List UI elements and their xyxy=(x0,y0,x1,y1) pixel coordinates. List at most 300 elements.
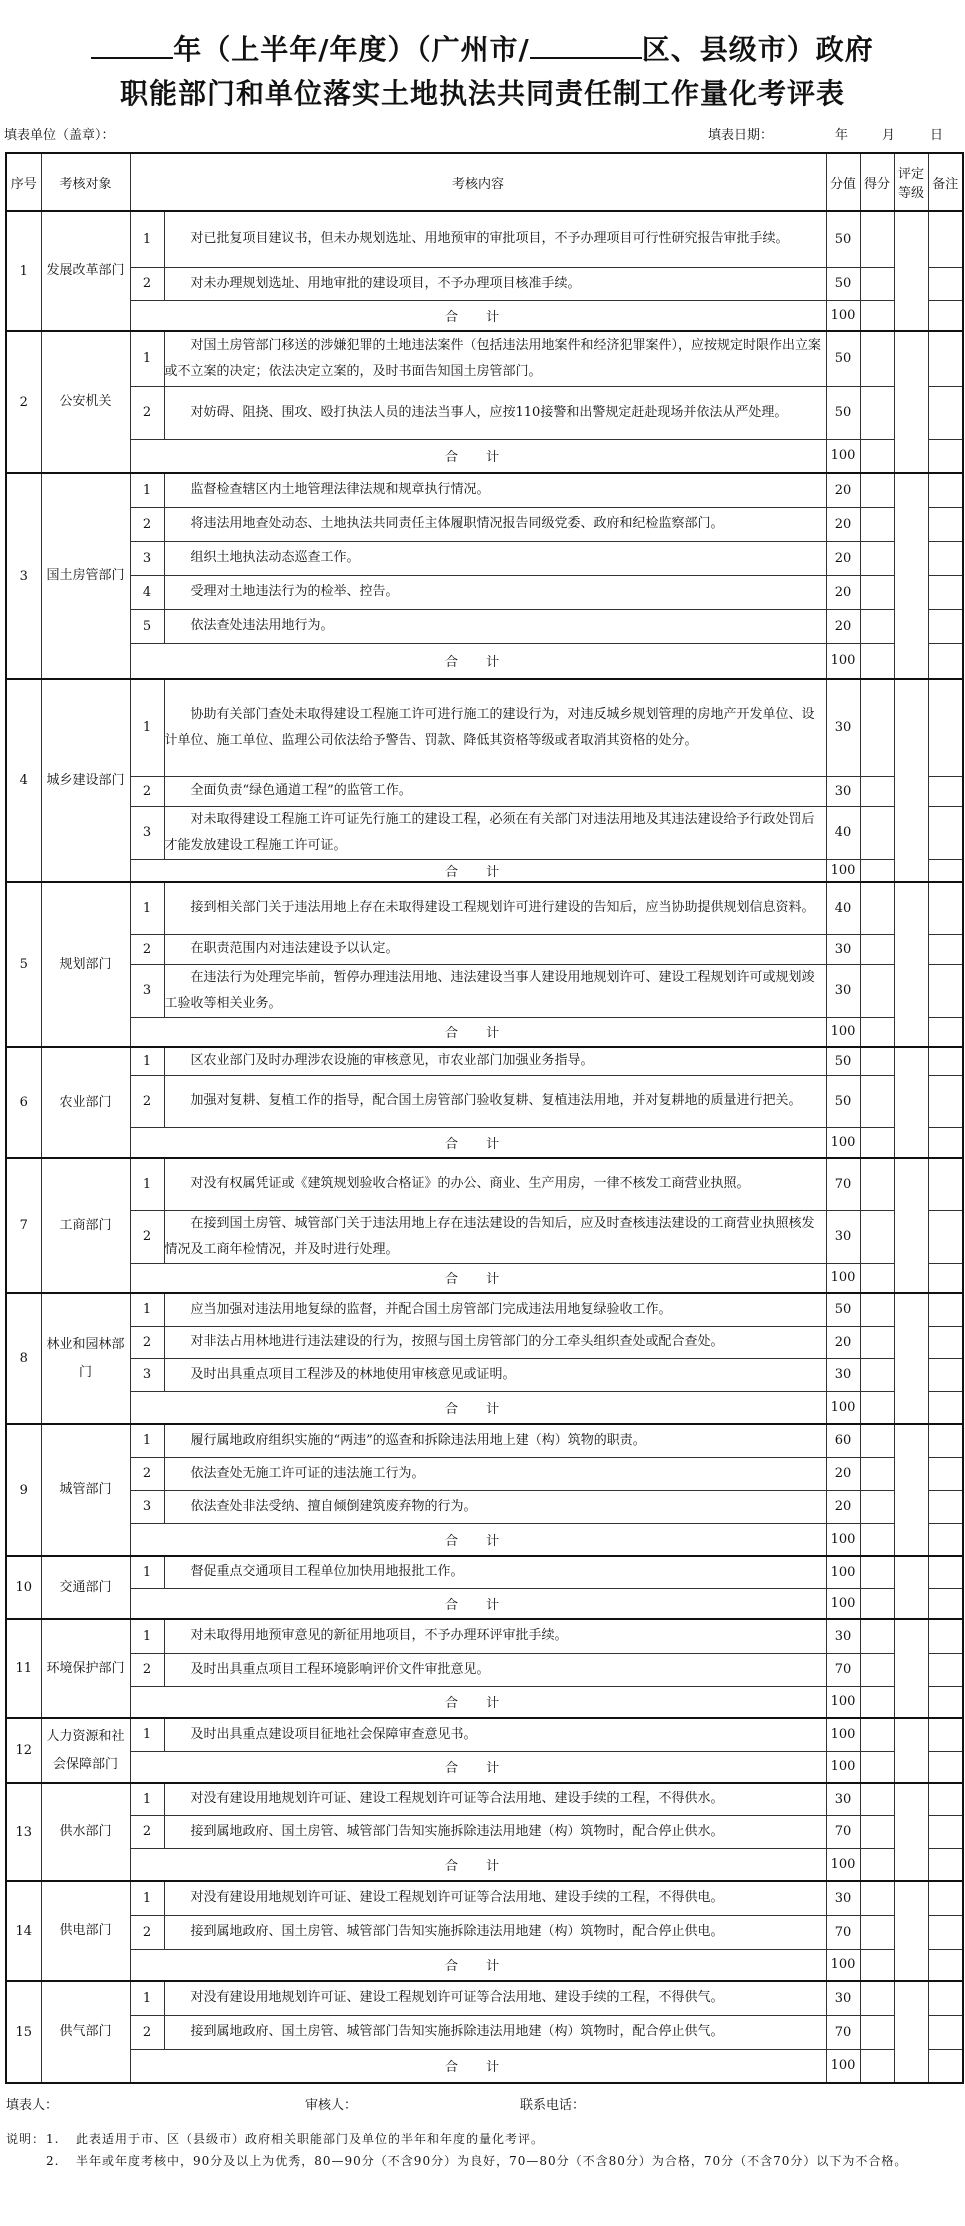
total-score: 100 xyxy=(826,1751,860,1783)
earned-score-cell[interactable] xyxy=(860,1653,894,1686)
item-text: 对非法占用林地进行违法建设的行为，按照与国土房管部门的分工牵头组织查处或配合查处。 xyxy=(190,1334,724,1349)
remark-cell[interactable] xyxy=(928,267,963,300)
remark-cell[interactable] xyxy=(928,964,963,1017)
item-score: 70 xyxy=(826,1815,860,1848)
remark-cell[interactable] xyxy=(928,679,963,776)
earned-score-cell[interactable] xyxy=(860,267,894,300)
earned-score-cell[interactable] xyxy=(860,1075,894,1127)
earned-score-cell[interactable] xyxy=(860,1326,894,1358)
total-row xyxy=(6,1391,963,1424)
earned-score-cell[interactable] xyxy=(860,1556,894,1588)
remark-cell[interactable] xyxy=(928,1047,963,1075)
col-target: 考核对象 xyxy=(41,153,130,211)
earned-score-cell[interactable] xyxy=(860,1815,894,1848)
item-text: 加强对复耕、复植工作的指导，配合国土房管部门验收复耕、复植违法用地，并对复耕地的质量进行把关。 xyxy=(190,1093,802,1108)
item-content xyxy=(164,679,826,776)
item-text: 接到属地政府、国土房管、城管部门告知实施拆除违法用地建（构）筑物时，配合停止供水。 xyxy=(190,1823,724,1839)
item-index: 3 xyxy=(130,1490,164,1523)
item-score: 30 xyxy=(826,679,860,776)
item-text: 及时出具重点项目工程环境影响评价文件审批意见。 xyxy=(190,1661,490,1677)
table-row xyxy=(6,1047,963,1075)
rating-cell[interactable] xyxy=(894,1619,928,1718)
earned-score-cell[interactable] xyxy=(860,1915,894,1949)
table-row xyxy=(6,1815,963,1848)
rating-cell[interactable] xyxy=(894,1718,928,1783)
remark-cell[interactable] xyxy=(928,1457,963,1490)
item-content xyxy=(164,1158,826,1210)
item-score: 70 xyxy=(826,2015,860,2049)
dept-name: 城管部门 xyxy=(41,1424,130,1556)
item-score: 30 xyxy=(826,1881,860,1915)
total-row xyxy=(6,439,963,473)
item-content xyxy=(164,473,826,507)
item-content xyxy=(164,2015,826,2049)
table-row xyxy=(6,1718,963,1751)
earned-total-cell[interactable] xyxy=(860,439,894,473)
total-score: 100 xyxy=(826,1523,860,1556)
item-index: 2 xyxy=(130,1210,164,1263)
earned-score-cell[interactable] xyxy=(860,211,894,267)
total-label: 合 计 xyxy=(130,1017,826,1047)
earned-score-cell[interactable] xyxy=(860,1981,894,2015)
earned-total-cell[interactable] xyxy=(860,1017,894,1047)
earned-score-cell[interactable] xyxy=(860,1210,894,1263)
earned-score-cell[interactable] xyxy=(860,541,894,575)
total-row xyxy=(6,1523,963,1556)
item-index: 1 xyxy=(130,882,164,934)
remark-cell[interactable] xyxy=(928,1326,963,1358)
earned-total-cell[interactable] xyxy=(860,1686,894,1718)
item-score: 30 xyxy=(826,1783,860,1815)
remark-cell[interactable] xyxy=(928,1210,963,1263)
col-rating: 评定等级 xyxy=(894,153,928,211)
item-text: 对没有权属凭证或《建筑规划验收合格证》的办公、商业、生产用房，一律不核发工商营业执照。 xyxy=(190,1176,750,1192)
item-score: 50 xyxy=(826,1293,860,1326)
remark-cell[interactable] xyxy=(928,439,963,473)
total-label: 合 计 xyxy=(130,300,826,331)
table-row xyxy=(6,1619,963,1653)
table-row xyxy=(6,211,963,267)
item-score: 30 xyxy=(826,934,860,964)
table-row xyxy=(6,473,963,507)
notes-label-spacer xyxy=(6,2150,46,2172)
total-score: 100 xyxy=(826,859,860,882)
table-row xyxy=(6,1075,963,1127)
table-row xyxy=(6,1881,963,1915)
item-score: 50 xyxy=(826,386,860,439)
total-label: 合 计 xyxy=(130,1523,826,1556)
item-index: 1 xyxy=(130,1619,164,1653)
dept-name: 人力资源和社会保障部门 xyxy=(41,1718,130,1783)
item-index: 2 xyxy=(130,776,164,806)
form-title-line2: 职能部门和单位落实土地执法共同责任制工作量化考评表 xyxy=(119,77,845,110)
dept-name: 供气部门 xyxy=(41,1981,130,2083)
item-score: 20 xyxy=(826,1457,860,1490)
dept-seq: 7 xyxy=(6,1158,41,1293)
dept-name: 规划部门 xyxy=(41,882,130,1047)
item-index: 1 xyxy=(130,331,164,386)
rating-cell[interactable] xyxy=(894,882,928,1047)
remark-cell[interactable] xyxy=(928,1017,963,1047)
dept-seq: 12 xyxy=(6,1718,41,1783)
item-text: 在违法行为处理完毕前，暂停办理违法用地、违法建设当事人建设用地规划许可、建设工程规划许可或规划竣工验收等相关业务。 xyxy=(164,969,815,1011)
table-row xyxy=(6,934,963,964)
table-row xyxy=(6,386,963,439)
item-score: 30 xyxy=(826,1358,860,1391)
rating-cell[interactable] xyxy=(894,211,928,331)
remark-cell[interactable] xyxy=(928,806,963,859)
table-row xyxy=(6,1457,963,1490)
item-score: 50 xyxy=(826,331,860,386)
rating-cell[interactable] xyxy=(894,1293,928,1424)
item-index: 2 xyxy=(130,1653,164,1686)
remark-cell[interactable] xyxy=(928,609,963,643)
dept-name: 林业和园林部门 xyxy=(41,1293,130,1424)
remark-cell[interactable] xyxy=(928,1686,963,1718)
table-row xyxy=(6,964,963,1017)
earned-score-cell[interactable] xyxy=(860,806,894,859)
item-score: 30 xyxy=(826,1619,860,1653)
earned-score-cell[interactable] xyxy=(860,1047,894,1075)
total-row xyxy=(6,2049,963,2083)
dept-name: 公安机关 xyxy=(41,331,130,473)
earned-total-cell[interactable] xyxy=(860,300,894,331)
item-content xyxy=(164,331,826,386)
item-index: 1 xyxy=(130,1556,164,1588)
dept-name: 环境保护部门 xyxy=(41,1619,130,1718)
item-content xyxy=(164,575,826,609)
earned-total-cell[interactable] xyxy=(860,859,894,882)
total-label: 合 计 xyxy=(130,1588,826,1619)
item-index: 2 xyxy=(130,1915,164,1949)
dept-name: 农业部门 xyxy=(41,1047,130,1158)
rating-cell[interactable] xyxy=(894,473,928,679)
total-score: 100 xyxy=(826,1686,860,1718)
filler-label: 填表人： xyxy=(6,2098,59,2113)
item-content xyxy=(164,1981,826,2015)
earned-score-cell[interactable] xyxy=(860,1158,894,1210)
total-row xyxy=(6,1263,963,1293)
total-label: 合 计 xyxy=(130,1391,826,1424)
item-content xyxy=(164,776,826,806)
rating-cell[interactable] xyxy=(894,1981,928,2083)
item-content xyxy=(164,1915,826,1949)
earned-score-cell[interactable] xyxy=(860,1881,894,1915)
title-part-1: 年（上半年/年度）（广州市/ xyxy=(173,33,530,66)
remark-cell[interactable] xyxy=(928,1653,963,1686)
item-index: 1 xyxy=(130,1981,164,2015)
item-text: 对未办理规划选址、用地审批的建设项目，不予办理项目核准手续。 xyxy=(190,275,581,291)
item-score: 50 xyxy=(826,1075,860,1127)
dept-seq: 13 xyxy=(6,1783,41,1881)
item-content xyxy=(164,386,826,439)
item-score: 50 xyxy=(826,1047,860,1075)
rating-cell[interactable] xyxy=(894,1158,928,1293)
total-score: 100 xyxy=(826,1263,860,1293)
table-row xyxy=(6,1981,963,2015)
form-title-line1 xyxy=(0,28,965,68)
remark-cell[interactable] xyxy=(928,473,963,507)
remark-cell[interactable] xyxy=(928,776,963,806)
table-row xyxy=(6,1424,963,1457)
remark-cell[interactable] xyxy=(928,1949,963,1981)
earned-score-cell[interactable] xyxy=(860,1424,894,1457)
remark-cell[interactable] xyxy=(928,1127,963,1158)
remark-cell[interactable] xyxy=(928,1424,963,1457)
table-row xyxy=(6,575,963,609)
earned-score-cell[interactable] xyxy=(860,473,894,507)
remark-cell[interactable] xyxy=(928,507,963,541)
dept-seq: 8 xyxy=(6,1293,41,1424)
remark-cell[interactable] xyxy=(928,1293,963,1326)
rating-cell[interactable] xyxy=(894,1424,928,1556)
dept-seq: 3 xyxy=(6,473,41,679)
dept-name: 城乡建设部门 xyxy=(41,679,130,882)
total-score: 100 xyxy=(826,1017,860,1047)
earned-total-cell[interactable] xyxy=(860,1848,894,1881)
item-content xyxy=(164,806,826,859)
total-score: 100 xyxy=(826,1949,860,1981)
item-content xyxy=(164,1210,826,1263)
item-index: 1 xyxy=(130,1424,164,1457)
item-index: 1 xyxy=(130,1783,164,1815)
item-index: 1 xyxy=(130,1293,164,1326)
total-label: 合 计 xyxy=(130,1686,826,1718)
item-index: 1 xyxy=(130,679,164,776)
earned-score-cell[interactable] xyxy=(860,679,894,776)
table-row xyxy=(6,1158,963,1210)
item-index: 1 xyxy=(130,473,164,507)
month-label: 月 xyxy=(882,128,896,143)
remark-cell[interactable] xyxy=(928,386,963,439)
earned-score-cell[interactable] xyxy=(860,575,894,609)
remark-cell[interactable] xyxy=(928,1915,963,1949)
earned-score-cell[interactable] xyxy=(860,507,894,541)
item-text: 组织土地执法动态巡查工作。 xyxy=(190,550,360,565)
year-blank[interactable] xyxy=(91,29,173,59)
dept-seq: 15 xyxy=(6,1981,41,2083)
table-row xyxy=(6,1293,963,1326)
remark-cell[interactable] xyxy=(928,331,963,386)
remark-cell[interactable] xyxy=(928,1783,963,1815)
earned-score-cell[interactable] xyxy=(860,776,894,806)
earned-total-cell[interactable] xyxy=(860,643,894,679)
col-score: 分值 xyxy=(826,153,860,211)
district-blank[interactable] xyxy=(530,29,642,59)
remark-cell[interactable] xyxy=(928,1556,963,1588)
remark-cell[interactable] xyxy=(928,643,963,679)
note-text: 此表适用于市、区（县级市）政府相关职能部门及单位的半年和年度的量化考评。 xyxy=(76,2132,545,2146)
remark-cell[interactable] xyxy=(928,1075,963,1127)
item-index: 2 xyxy=(130,267,164,300)
item-text: 对已批复项目建议书，但未办规划选址、用地预审的审批项目，不予办理项目可行性研究报告审批手续。 xyxy=(190,231,789,247)
item-index: 2 xyxy=(130,386,164,439)
table-row xyxy=(6,1358,963,1391)
item-content xyxy=(164,1718,826,1751)
remark-cell[interactable] xyxy=(928,1358,963,1391)
item-text: 依法查处非法受纳、擅自倾倒建筑废弃物的行为。 xyxy=(190,1498,477,1514)
dept-name: 交通部门 xyxy=(41,1556,130,1619)
rating-cell[interactable] xyxy=(894,1556,928,1619)
table-row xyxy=(6,882,963,934)
item-text: 对未取得建设工程施工许可证先行施工的建设工程，必须在有关部门对违法用地及其违法建设给予行政处罚后才能发放建设工程施工许可证。 xyxy=(164,811,815,853)
earned-score-cell[interactable] xyxy=(860,386,894,439)
item-content xyxy=(164,934,826,964)
rating-cell[interactable] xyxy=(894,1047,928,1158)
total-row xyxy=(6,859,963,882)
total-label: 合 计 xyxy=(130,439,826,473)
earned-score-cell[interactable] xyxy=(860,331,894,386)
earned-total-cell[interactable] xyxy=(860,1751,894,1783)
total-row xyxy=(6,1588,963,1619)
earned-total-cell[interactable] xyxy=(860,1588,894,1619)
remark-cell[interactable] xyxy=(928,1263,963,1293)
remark-cell[interactable] xyxy=(928,1391,963,1424)
item-content xyxy=(164,1653,826,1686)
table-row xyxy=(6,1653,963,1686)
item-score: 20 xyxy=(826,473,860,507)
earned-total-cell[interactable] xyxy=(860,1127,894,1158)
table-row xyxy=(6,1915,963,1949)
dept-name: 国土房管部门 xyxy=(41,473,130,679)
item-text: 及时出具重点建设项目征地社会保障审查意见书。 xyxy=(190,1726,477,1742)
item-score: 40 xyxy=(826,882,860,934)
earned-score-cell[interactable] xyxy=(860,1718,894,1751)
remark-cell[interactable] xyxy=(928,541,963,575)
item-score: 40 xyxy=(826,806,860,859)
total-label: 合 计 xyxy=(130,1263,826,1293)
total-row xyxy=(6,1017,963,1047)
remark-cell[interactable] xyxy=(928,1490,963,1523)
item-score: 20 xyxy=(826,1490,860,1523)
earned-score-cell[interactable] xyxy=(860,1783,894,1815)
remark-cell[interactable] xyxy=(928,934,963,964)
note-text: 半年或年度考核中，90分及以上为优秀，80—90分（不含90分）为良好，70—80分（不含80分）为合格，70分（不含70分）以下为不合格。 xyxy=(76,2154,908,2168)
total-row xyxy=(6,1848,963,1881)
rating-cell[interactable] xyxy=(894,1881,928,1981)
item-content xyxy=(164,964,826,1017)
item-content xyxy=(164,1619,826,1653)
remark-cell[interactable] xyxy=(928,300,963,331)
dept-seq: 1 xyxy=(6,211,41,331)
remark-cell[interactable] xyxy=(928,1815,963,1848)
remark-cell[interactable] xyxy=(928,1718,963,1751)
earned-score-cell[interactable] xyxy=(860,1490,894,1523)
table-row xyxy=(6,1783,963,1815)
item-text: 对没有建设用地规划许可证、建设工程规划许可证等合法用地、建设手续的工程，不得供水。 xyxy=(190,1791,724,1807)
total-row xyxy=(6,1751,963,1783)
item-score: 20 xyxy=(826,1326,860,1358)
item-content xyxy=(164,1783,826,1815)
remark-cell[interactable] xyxy=(928,1523,963,1556)
remark-cell[interactable] xyxy=(928,1981,963,2015)
total-score: 100 xyxy=(826,2049,860,2083)
total-label: 合 计 xyxy=(130,643,826,679)
item-text: 在接到国土房管、城管部门关于违法用地上存在违法建设的告知后，应及时查核违法建设的工商营业执照核发情况及工商年检情况，并及时进行处理。 xyxy=(164,1215,815,1257)
item-content xyxy=(164,541,826,575)
item-index: 1 xyxy=(130,1718,164,1751)
remark-cell[interactable] xyxy=(928,1158,963,1210)
fill-unit-label: 填表单位（盖章）： xyxy=(4,128,115,143)
earned-score-cell[interactable] xyxy=(860,1293,894,1326)
dept-seq: 9 xyxy=(6,1424,41,1556)
dept-name: 发展改革部门 xyxy=(41,211,130,331)
dept-seq: 11 xyxy=(6,1619,41,1718)
rating-cell[interactable] xyxy=(894,331,928,473)
total-label: 合 计 xyxy=(130,859,826,882)
item-text: 督促重点交通项目工程单位加快用地报批工作。 xyxy=(190,1564,464,1580)
notes-section xyxy=(6,2128,956,2172)
table-body xyxy=(6,211,963,2083)
remark-cell[interactable] xyxy=(928,575,963,609)
item-index: 3 xyxy=(130,964,164,1017)
earned-score-cell[interactable] xyxy=(860,2015,894,2049)
remark-cell[interactable] xyxy=(928,1619,963,1653)
remark-cell[interactable] xyxy=(928,1751,963,1783)
item-text: 全面负责“绿色通道工程”的监管工作。 xyxy=(190,783,412,798)
remark-cell[interactable] xyxy=(928,2049,963,2083)
remark-cell[interactable] xyxy=(928,211,963,267)
year-label: 年 xyxy=(835,128,849,143)
earned-total-cell[interactable] xyxy=(860,1391,894,1424)
earned-score-cell[interactable] xyxy=(860,1457,894,1490)
remark-cell[interactable] xyxy=(928,1848,963,1881)
remark-cell[interactable] xyxy=(928,1588,963,1619)
item-content xyxy=(164,1556,826,1588)
earned-score-cell[interactable] xyxy=(860,882,894,934)
table-row xyxy=(6,1326,963,1358)
item-content xyxy=(164,1881,826,1915)
rating-cell[interactable] xyxy=(894,1783,928,1881)
note-number: 1. xyxy=(46,2132,60,2146)
earned-score-cell[interactable] xyxy=(860,934,894,964)
item-text: 将违法用地查处动态、土地执法共同责任主体履职情况报告同级党委、政府和纪检监察部门。 xyxy=(190,516,724,531)
item-index: 2 xyxy=(130,1815,164,1848)
item-content xyxy=(164,1490,826,1523)
remark-cell[interactable] xyxy=(928,2015,963,2049)
earned-score-cell[interactable] xyxy=(860,609,894,643)
remark-cell[interactable] xyxy=(928,1881,963,1915)
earned-total-cell[interactable] xyxy=(860,1523,894,1556)
item-score: 100 xyxy=(826,1718,860,1751)
item-content xyxy=(164,882,826,934)
item-index: 3 xyxy=(130,1358,164,1391)
earned-total-cell[interactable] xyxy=(860,2049,894,2083)
table-row xyxy=(6,2015,963,2049)
item-score: 70 xyxy=(826,1653,860,1686)
table-row xyxy=(6,507,963,541)
dept-seq: 14 xyxy=(6,1881,41,1981)
col-earned: 得分 xyxy=(860,153,894,211)
earned-total-cell[interactable] xyxy=(860,1949,894,1981)
earned-score-cell[interactable] xyxy=(860,964,894,1017)
table-row xyxy=(6,679,963,776)
total-row xyxy=(6,300,963,331)
total-score: 100 xyxy=(826,1391,860,1424)
dept-seq: 5 xyxy=(6,882,41,1047)
item-score: 20 xyxy=(826,541,860,575)
earned-score-cell[interactable] xyxy=(860,1358,894,1391)
earned-score-cell[interactable] xyxy=(860,1619,894,1653)
remark-cell[interactable] xyxy=(928,859,963,882)
rating-cell[interactable] xyxy=(894,679,928,882)
total-label: 合 计 xyxy=(130,1848,826,1881)
item-text: 接到属地政府、国土房管、城管部门告知实施拆除违法用地建（构）筑物时，配合停止供电。 xyxy=(190,1924,724,1939)
remark-cell[interactable] xyxy=(928,882,963,934)
earned-total-cell[interactable] xyxy=(860,1263,894,1293)
total-score: 100 xyxy=(826,643,860,679)
table-row xyxy=(6,1556,963,1588)
